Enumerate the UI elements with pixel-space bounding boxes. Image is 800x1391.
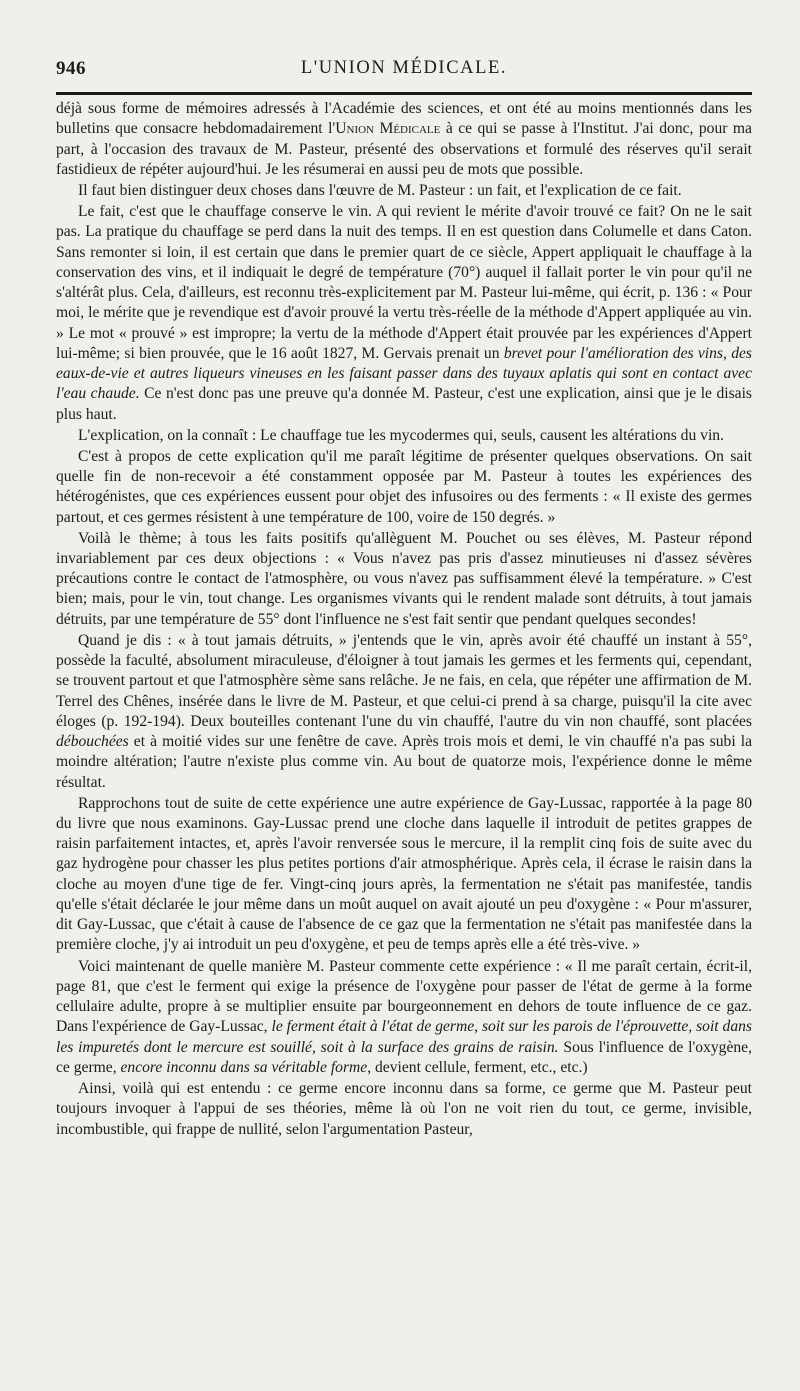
paragraph [56, 181, 752, 201]
italic-text: brevet pour l'amélioration des vins, des eaux-de-vie et autres liqueurs vineuses en les faisant passer dans des tuyaux aplatis qui sont en contact avec l'eau chaude. [56, 344, 752, 403]
running-title: L'UNION MÉDICALE. [300, 58, 508, 78]
text-run: L'explication, on la connaît : Le chauffage tue les mycodermes qui, seuls, causent les altérations du vin. [78, 426, 724, 444]
page-header [56, 58, 752, 86]
page-number: 946 [56, 58, 86, 79]
italic-text: encore inconnu dans sa véritable forme, [120, 1058, 372, 1076]
paragraph [56, 529, 752, 630]
header-rule [56, 92, 752, 95]
text-run: Ce n'est donc pas une preuve qu'a donnée M. Pasteur, c'est une explication, ainsi que je le disais plus haut. [56, 385, 752, 423]
text-run: déjà sous forme de mémoires adressés à l'Académie des sciences, et ont été au moins mentionnés dans les bulletins que consacre hebdomadairement l' [56, 100, 752, 138]
text-run: Ainsi, voilà qui est entendu : ce germe encore inconnu dans sa forme, ce germe que M. Pasteur peut toujours invoquer à l'appui de ses théories, même là où l'on ne voit rien du tout, ce germe, invisible, incombustible, qui frappe de nullité, selon l'argumentation Pasteur, [56, 1080, 752, 1138]
text-run: Voici maintenant de quelle manière M. Pasteur commente cette expérience : « Il me paraît certain, écrit-il, page 81, que c'est le ferment qui exige la présence de l'oxygène pour passer de l'état de germe à la forme cellulaire adulte, propre à se multiplier ensuite par bourgeonnement en dehors de toute influence de ce gaz. Dans l'expérience de Gay-Lussac, [56, 957, 752, 1036]
text-run: devient cellule, ferment, etc., etc.) [371, 1058, 588, 1076]
small-caps-text: Union Médicale [335, 120, 441, 138]
text-run: et à moitié vides sur une fenêtre de cave. Après trois mois et demi, le vin chauffé n'a pas subi la moindre altération; l'autre n'existe plus comme vin. Au bout de quatorze mois, l'expérience donne le même résultat. [56, 733, 752, 791]
italic-text: le ferment était à l'état de germe, soit sur les parois de l'éprouvette, soit dans les impuretés dont le mercure est souillé, soit à la surface des grains de raisin. [56, 1018, 753, 1056]
paragraph [56, 447, 752, 528]
body-text [56, 99, 752, 1140]
text-run: Quand je dis : « à tout jamais détruits, » j'entends que le vin, après avoir été chauffé un instant à 55°, possède la faculté, absolument miraculeuse, d'éloigner à tout jamais les germes et les ferments qui, cependant, se trouvent partout et que l'atmosphère sème sans relâche. Je ne fais, en cela, que répéter une affirmation de M. Terrel des Chênes, insérée dans le livre de M. Pasteur, et que celui-ci prend à sa charge, puisqu'il la cite avec éloges (p. 192-194). Deux bouteilles contenant l'une du vin chauffé, l'autre du vin non chauffé, sont placées [56, 631, 752, 730]
paragraph [56, 202, 752, 425]
text-run: à ce qui se passe à l'Institut. J'ai donc, pour ma part, à l'occasion des travaux de M. Pasteur, présenté des observations et formulé des réserves qu'il serait fastidieux de répéter aujourd'hui. Je les résumerai en aussi peu de mots que possible. [56, 120, 752, 178]
text-run: Voilà le thème; à tous les faits positifs qu'allèguent M. Pouchet ou ses élèves, M. Pasteur répond invariablement par ces deux objections : « Vous n'avez pas pris d'assez minutieuses ni d'assez sévères précautions contre le contact de l'atmosphère, ou vous n'avez pas suffisamment élevé la température. » C'est bien; mais, pour le vin, tout change. Les organismes vivants qui le rendent malade sont détruits, à tout jamais détruits, par une température de 55° dont l'influence ne s'est fait sentir que pendant quelques secondes! [56, 529, 752, 628]
paragraph [56, 426, 752, 446]
paragraph [56, 794, 752, 956]
text-run: Rapprochons tout de suite de cette expérience une autre expérience de Gay-Lussac, rapportée à la page 80 du livre que nous examinons. Gay-Lussac prend une cloche dans laquelle il introduit de petites grappes de raisin parfaitement intactes, et, après l'avoir renversée sous le mercure, il la remplit cinq fois de suite avec du gaz hydrogène pour chasser les plus petites portions d'air atmosphérique. Après cela, il écrase le raisin dans la cloche au moyen d'une tige de fer. Vingt-cinq jours après, la fermentation ne s'était pas manifestée, tandis qu'elle s'était déclarée le jour même dans un moût auquel on avait ajouté un peu d'oxygène : « Pour m'assurer, dit Gay-Lussac, que c'était à cause de l'absence de ce gaz que la fermentation ne s'était pas manifestée dans la première cloche, j'y ai introduit un peu d'oxygène, et peu de temps après elle a été très-vive. » [56, 794, 752, 954]
paragraph [56, 957, 752, 1079]
text-run: C'est à propos de cette explication qu'il me paraît légitime de présenter quelques observations. On sait quelle fin de non-recevoir a été constamment opposée par M. Pasteur à toutes les expériences des hétérogénistes, que ces expériences eussent pour objet des infusoires ou des ferments : « Il existe des germes partout, et ces germes résistent à une température de 100, voire de 150 degrés. » [56, 447, 752, 526]
text-run: Le fait, c'est que le chauffage conserve le vin. A qui revient le mérite d'avoir trouvé ce fait? On ne le sait pas. La pratique du chauffage se perd dans la nuit des temps. Il en est question dans Columelle et dans Caton. Sans remonter si loin, il est certain que dans le premier quart de ce siècle, Appert appliquait le chauffage à la conservation des vins, et il indiquait le degré de température (70°) auquel il fallait porter le vin pour qu'il ne s'altérât plus. Cela, d'ailleurs, est reconnu très-explicitement par M. Pasteur lui-même, qui écrit, p. 136 : « Pour moi, le mérite que je revendique est d'avoir prouvé la vertu très-réelle de la méthode d'Appert appliquée au vin. » Le mot « prouvé » est impropre; la vertu de la méthode d'Appert était prouvée par les expériences d'Appert lui-même; si bien prouvée, que le 16 août 1827, M. Gervais prenait un [56, 203, 752, 362]
italic-text: débouchées [56, 733, 129, 751]
paragraph [56, 99, 752, 180]
paragraph [56, 631, 752, 793]
text-run: Il faut bien distinguer deux choses dans l'œuvre de M. Pasteur : un fait, et l'explication de ce fait. [78, 181, 682, 199]
text-run: Sous l'influence de l'oxygène, ce germe, [56, 1038, 753, 1076]
paragraph [56, 1079, 752, 1140]
